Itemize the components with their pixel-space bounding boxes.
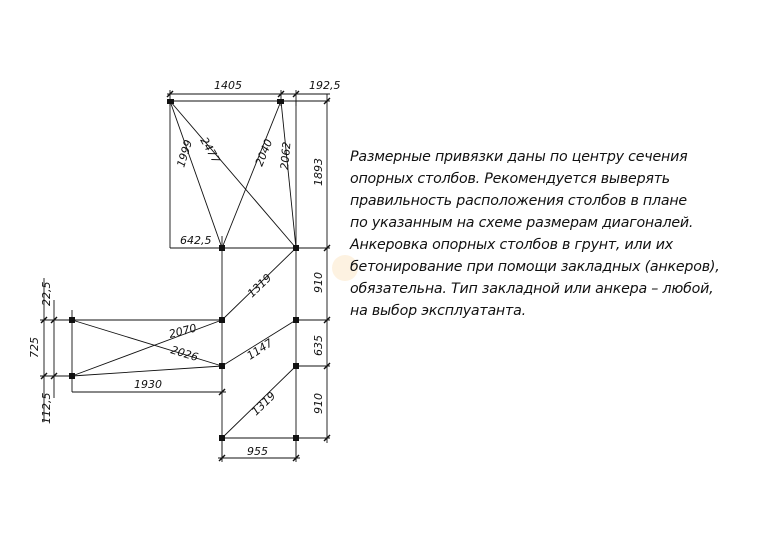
dim-label-910-a: 910	[312, 272, 325, 293]
note-line: правильность расположения столбов в плане	[350, 193, 687, 209]
dim-label-1147: 1147	[244, 336, 276, 363]
post-marker	[293, 435, 299, 441]
dim-label-635: 635	[312, 335, 325, 356]
dim-label-910-b: 910	[312, 393, 325, 414]
post-marker	[69, 317, 75, 323]
post-marker	[277, 99, 284, 104]
dim-label-642-5: 642,5	[180, 234, 212, 247]
dim-label-2477: 2477	[197, 135, 223, 166]
dim-label-2062: 2062	[278, 141, 294, 171]
dim-label-2070: 2070	[167, 321, 198, 341]
diagonal-line	[170, 101, 296, 248]
note-line: Анкеровка опорных столбов в грунт, или их	[350, 237, 673, 253]
diagonal-line	[72, 320, 222, 366]
diagonal-line	[281, 101, 296, 248]
dim-label-112-5: 112,5	[40, 392, 53, 424]
dim-label-2040: 2040	[252, 137, 276, 169]
note-line: бетонирование при помощи закладных (анкеров),	[350, 259, 720, 275]
dim-label-1405: 1405	[214, 79, 242, 92]
diagonal-line	[222, 101, 281, 248]
note-line: опорных столбов. Рекомендуется выверять	[350, 171, 670, 187]
diagonal-line	[170, 101, 222, 248]
dim-label-1930: 1930	[134, 378, 162, 391]
dim-label-22-5: 22,5	[40, 281, 53, 306]
post-marker	[219, 435, 225, 441]
installation-note	[350, 146, 740, 322]
dim-label-2026: 2026	[169, 343, 200, 365]
post-marker	[167, 99, 174, 104]
dim-label-725: 725	[28, 337, 41, 358]
post-marker	[293, 317, 299, 323]
post-marker	[219, 245, 225, 251]
dim-label-192-5: 192,5	[309, 79, 341, 92]
dim-label-1999: 1999	[174, 138, 196, 169]
post-marker	[69, 373, 75, 379]
dim-label-955: 955	[247, 445, 268, 458]
note-line: по указанным на схеме размерам диагоналей.	[350, 215, 694, 231]
post-marker	[293, 363, 299, 369]
note-line: Размерные привязки даны по центру сечения	[350, 149, 688, 165]
post-marker	[219, 317, 225, 323]
note-line: обязательна. Тип закладной или анкера – любой,	[350, 281, 714, 297]
dim-label-1319-a: 1319	[245, 271, 275, 301]
post-marker	[219, 363, 225, 369]
note-line: на выбор эксплуатанта.	[350, 303, 526, 319]
post-marker	[293, 245, 299, 251]
dim-label-1319-b: 1319	[249, 389, 279, 419]
dim-label-1893: 1893	[312, 158, 325, 186]
